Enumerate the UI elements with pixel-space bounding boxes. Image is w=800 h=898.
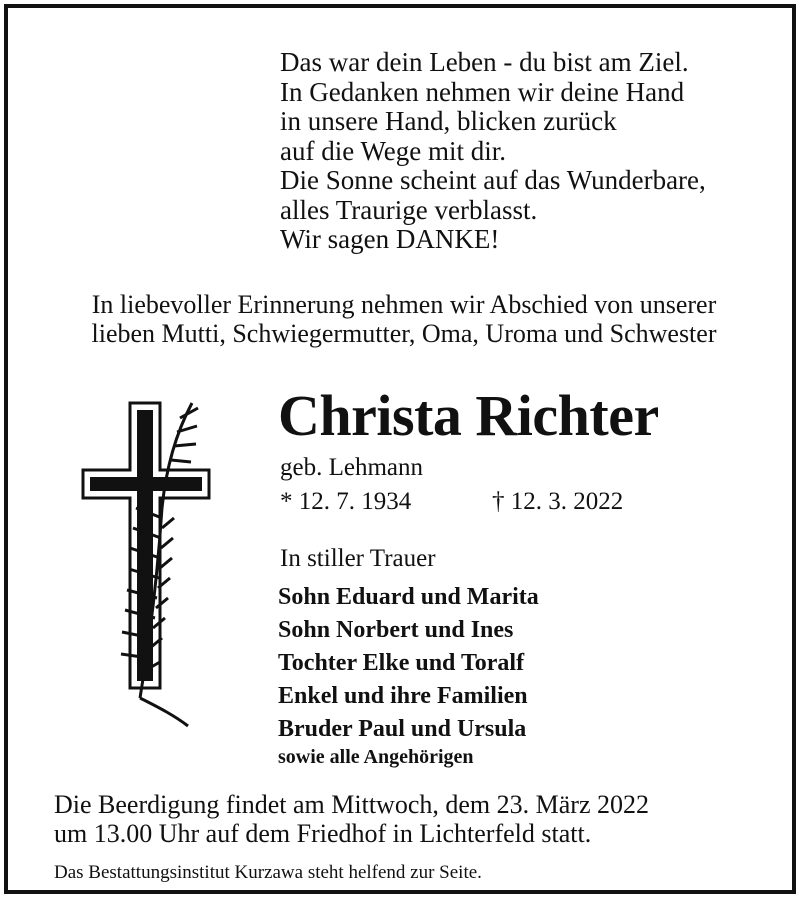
memorial-poem	[280, 48, 706, 255]
mourner-entry: Bruder Paul und Ursula	[278, 716, 527, 742]
undertaker-note: Das Bestattungsinstitut Kurzawa steht helfend zur Seite.	[54, 862, 482, 883]
funeral-line-2: um 13.00 Uhr auf dem Friedhof in Lichterfeld statt.	[54, 819, 592, 848]
intro-text	[8, 290, 800, 348]
deceased-name: Christa Richter	[278, 383, 659, 448]
intro-line-1: In liebevoller Erinnerung nehmen wir Abschied von unserer	[91, 290, 717, 319]
mourner-entry: Sohn Norbert und Ines	[278, 617, 514, 643]
birth-name: geb. Lehmann	[280, 454, 424, 481]
poem-line: Das war dein Leben - du bist am Ziel.	[280, 47, 689, 77]
cross-with-palm-branch-icon	[80, 398, 215, 733]
funeral-line-1: Die Beerdigung findet am Mittwoch, dem 23. März 2022	[54, 790, 649, 819]
other-relatives: sowie alle Angehörigen	[278, 746, 474, 768]
poem-line: auf die Wege mit dir.	[280, 135, 507, 166]
mourner-entry: Enkel und ihre Familien	[278, 683, 528, 709]
intro-line-2: lieben Mutti, Schwiegermutter, Oma, Uroma und Schwester	[91, 319, 717, 348]
mourner-entry: Sohn Eduard und Marita	[278, 584, 539, 610]
poem-line: Wir sagen DANKE!	[280, 224, 500, 254]
poem-line: in unsere Hand, blicken zurück	[280, 106, 617, 136]
mourner-entry: Tochter Elke und Toralf	[278, 650, 525, 676]
birth-date: * 12. 7. 1934	[280, 488, 412, 515]
death-date: † 12. 3. 2022	[492, 488, 624, 515]
poem-line: In Gedanken nehmen wir deine Hand	[280, 76, 685, 107]
mourners-list	[278, 581, 539, 746]
funeral-details	[54, 790, 649, 848]
mourning-heading: In stiller Trauer	[280, 545, 436, 572]
obituary-frame	[4, 4, 796, 894]
poem-line: alles Traurige verblasst.	[280, 194, 538, 225]
poem-line: Die Sonne scheint auf das Wunderbare,	[280, 165, 706, 195]
